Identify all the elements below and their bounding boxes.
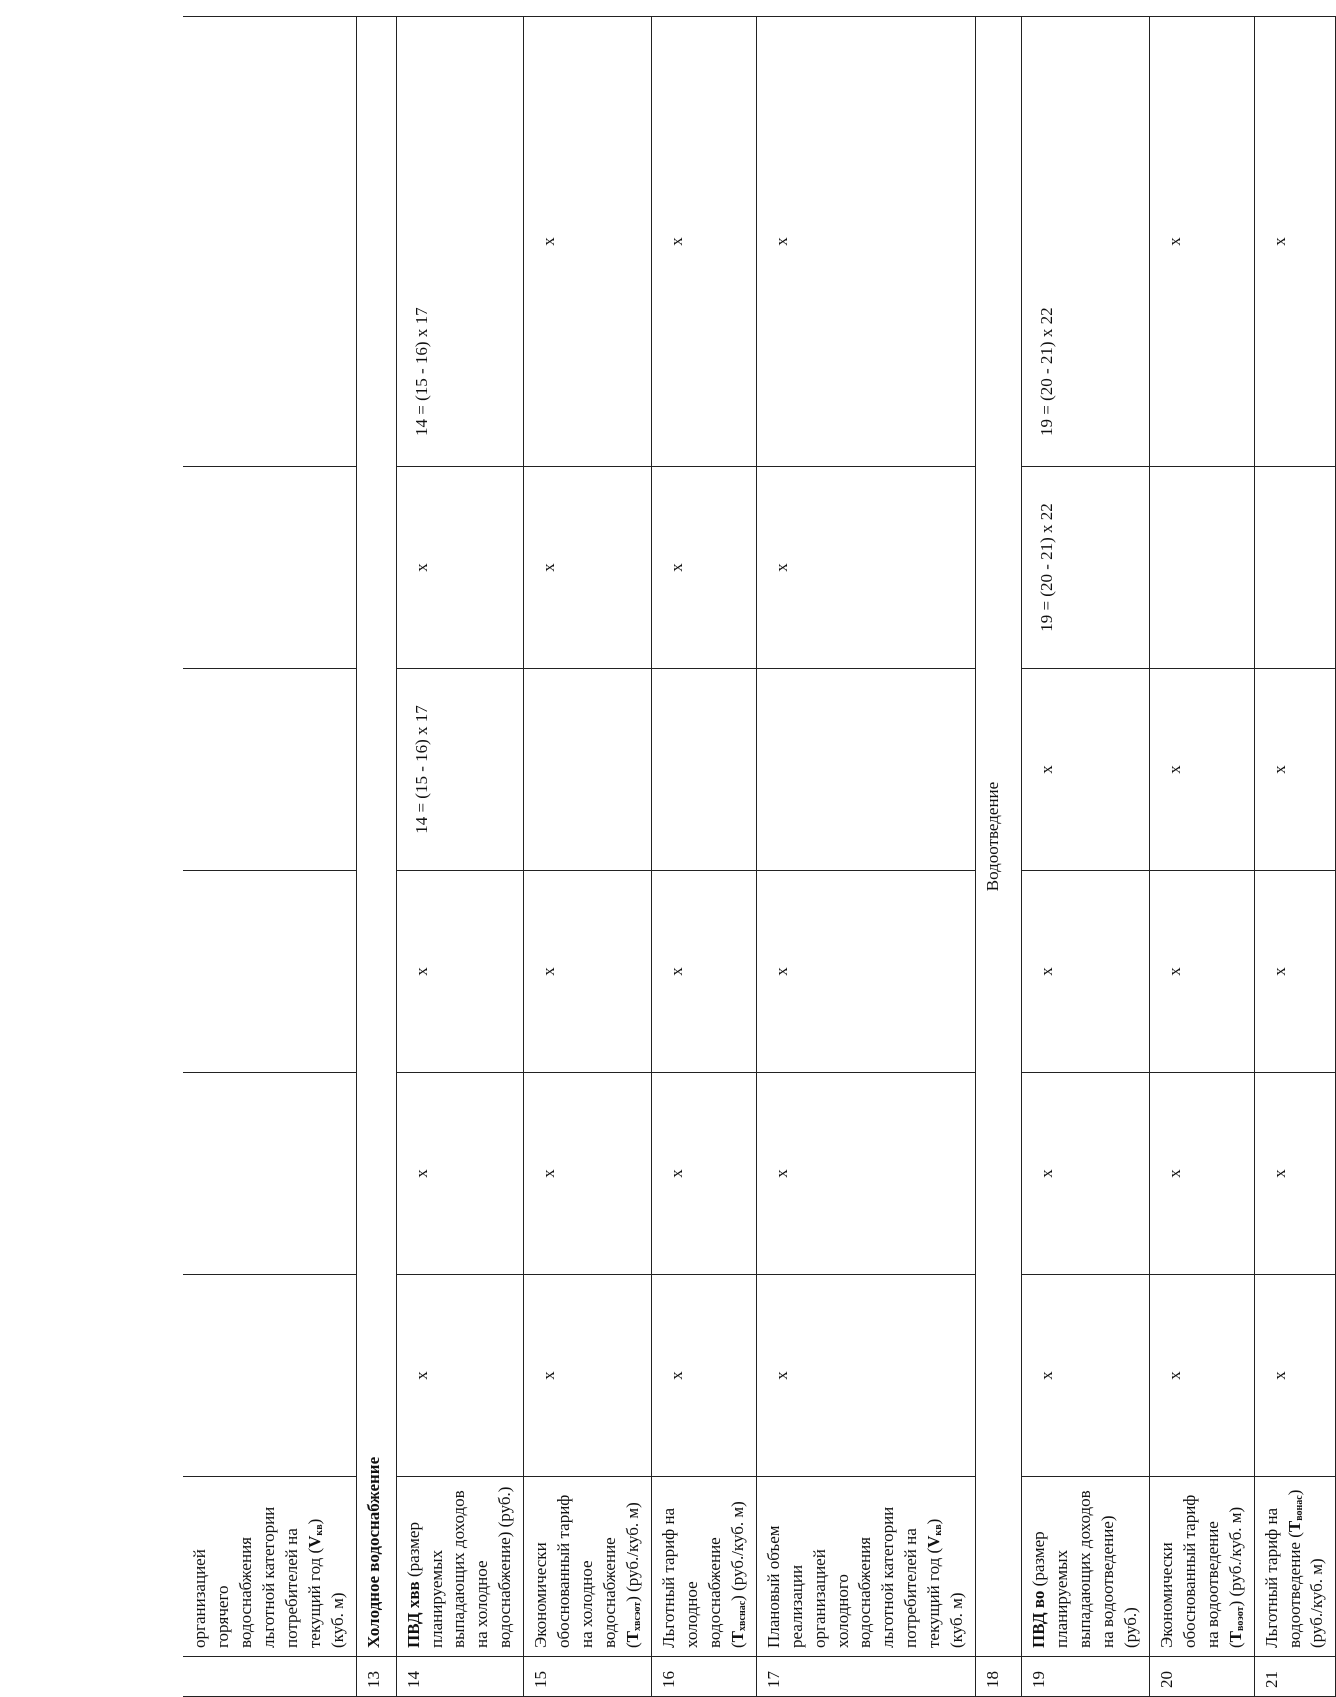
value-cell: x (1254, 871, 1336, 1073)
rotated-table-wrapper (183, 17, 1327, 1697)
value-cell: x (756, 871, 975, 1073)
value-cell: x (651, 1073, 756, 1275)
row-number-cell: 14 (396, 1657, 524, 1697)
row-number-cell: 13 (356, 1657, 396, 1697)
value-cell (183, 467, 356, 669)
table-row-15 (524, 17, 652, 1697)
value-cell: x (524, 1275, 652, 1477)
row-number-cell (183, 1657, 356, 1697)
value-cell (183, 1275, 356, 1477)
value-cell: x (756, 1073, 975, 1275)
value-cell: x (1022, 1073, 1150, 1275)
row-number-cell: 20 (1149, 1657, 1254, 1697)
value-cell: x (524, 17, 652, 467)
row-description-cell: Льготный тариф на водоотведение $(Т_{вонас})$ (руб./куб. м) (1254, 1477, 1336, 1657)
table-row-16 (651, 17, 756, 1697)
value-cell: x (651, 871, 756, 1073)
value-cell: x (1149, 871, 1254, 1073)
table-row-13 (356, 17, 396, 1697)
value-cell (756, 669, 975, 871)
value-cell: x (756, 17, 975, 467)
value-cell: x (396, 871, 524, 1073)
value-cell: x (1149, 1073, 1254, 1275)
value-cell: x (1254, 17, 1336, 467)
formula-cell: 19 = (20 - 21) x 22 (1022, 17, 1150, 467)
row-description-cell: ПВД хвв (размер планируемых выпадающих доходов на холодное водоснабжение) (руб.) (396, 1477, 524, 1657)
value-cell (183, 871, 356, 1073)
table-row-14 (396, 17, 524, 1697)
value-cell: x (651, 1275, 756, 1477)
formula-cell: 14 = (15 - 16) x 17 (396, 669, 524, 871)
value-cell: x (1022, 669, 1150, 871)
value-cell: x (1022, 1275, 1150, 1477)
value-cell: x (1254, 1275, 1336, 1477)
section-title-cold-water: Холодное водоснабжение (356, 17, 396, 1657)
row-number-cell: 15 (524, 1657, 652, 1697)
row-description-cell: ПВД во (размер планируемых выпадающих доходов на водоотведение) (руб.) (1022, 1477, 1150, 1657)
value-cell: x (524, 871, 652, 1073)
row-description-cell: Плановый объем реализации организацией холодного водоснабжения льготной категории потребителей на текущий год $(V_{кв})$ (куб. м) (756, 1477, 975, 1657)
formula-cell: 14 = (15 - 16) x 17 (396, 17, 524, 467)
value-cell (183, 669, 356, 871)
table-row-21 (1254, 17, 1336, 1697)
row-number-cell: 21 (1254, 1657, 1336, 1697)
tariff-table (183, 16, 1336, 1697)
table-row-19 (1022, 17, 1150, 1697)
row-number-cell: 17 (756, 1657, 975, 1697)
table-row-18 (976, 17, 1022, 1697)
value-cell: x (651, 17, 756, 467)
value-cell: x (396, 467, 524, 669)
value-cell: x (651, 467, 756, 669)
value-cell: x (396, 1275, 524, 1477)
value-cell: x (524, 1073, 652, 1275)
value-cell: x (756, 1275, 975, 1477)
section-title-drainage: Водоотведение (976, 17, 1022, 1657)
value-cell: x (1149, 17, 1254, 467)
value-cell: x (756, 467, 975, 669)
table-row-continuation (183, 17, 356, 1697)
value-cell: x (1022, 871, 1150, 1073)
formula-cell: 19 = (20 - 21) x 22 (1022, 467, 1150, 669)
value-cell (1254, 467, 1336, 669)
row-number-cell: 18 (976, 1657, 1022, 1697)
value-cell (183, 1073, 356, 1275)
value-cell: x (1254, 669, 1336, 871)
row-number-cell: 16 (651, 1657, 756, 1697)
table-row-17 (756, 17, 975, 1697)
row-description-cell: организацией горячего водоснабжения льготной категории потребителей на текущий год $(V_{кв})$ (куб. м) (183, 1477, 356, 1657)
row-number-cell: 19 (1022, 1657, 1150, 1697)
value-cell: x (1149, 669, 1254, 871)
value-cell (1149, 467, 1254, 669)
value-cell: x (524, 467, 652, 669)
table-row-20 (1149, 17, 1254, 1697)
value-cell (651, 669, 756, 871)
value-cell: x (396, 1073, 524, 1275)
row-description-cell: Экономически обоснованный тариф на холодное водоснабжение $(Т_{хвсэот})$ (руб./куб. м) (524, 1477, 652, 1657)
value-cell (183, 17, 356, 467)
value-cell: x (1254, 1073, 1336, 1275)
value-cell: x (1149, 1275, 1254, 1477)
row-description-cell: Льготный тариф на холодное водоснабжение $(Т_{хвснас})$ (руб./куб. м) (651, 1477, 756, 1657)
row-description-cell: Экономически обоснованный тариф на водоотведение $(Т_{воэот})$ (руб./куб. м) (1149, 1477, 1254, 1657)
value-cell (524, 669, 652, 871)
